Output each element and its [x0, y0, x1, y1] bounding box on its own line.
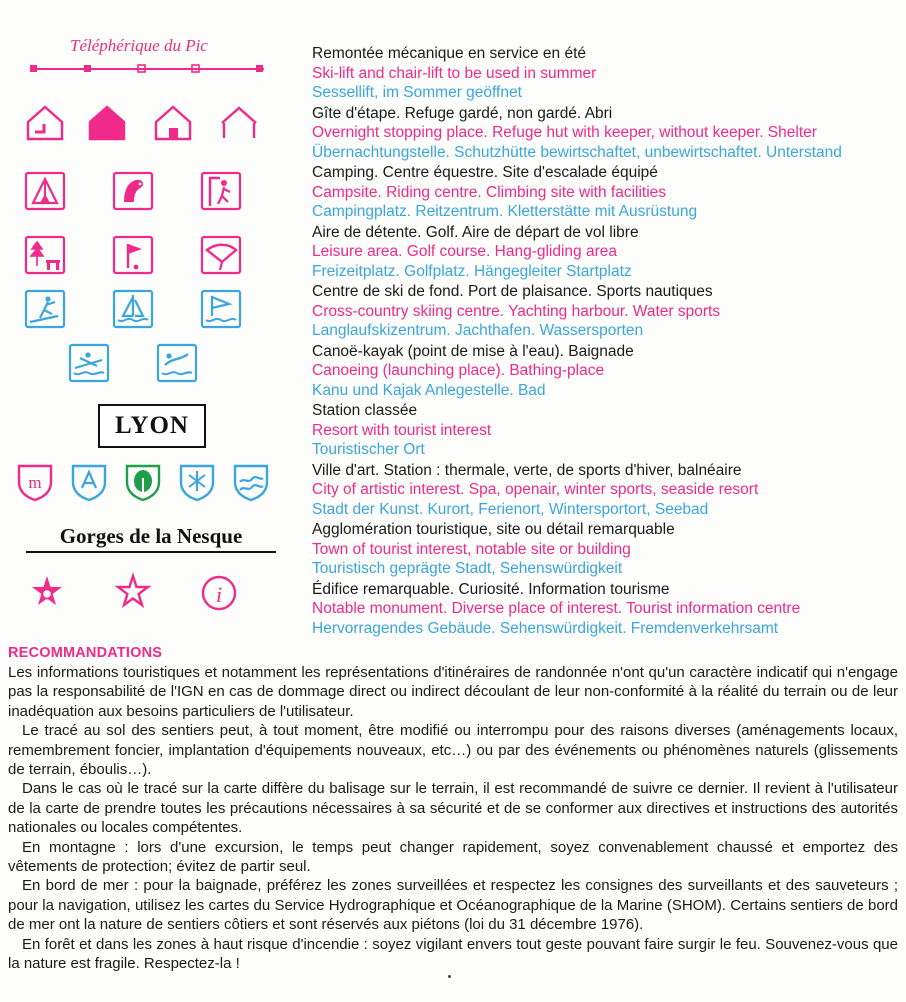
- legend-entry: [312, 282, 906, 341]
- cable-car-line-icon: [28, 62, 268, 76]
- legend-entry: [312, 104, 906, 163]
- legend-entry: [312, 44, 906, 103]
- refuge-non-garde-icon: [150, 100, 196, 146]
- svg-text:i: i: [215, 582, 223, 607]
- legend-entry-fr: Remontée mécanique en service en été: [312, 45, 586, 62]
- legend-entry-fr: Aire de détente. Golf. Aire de départ de vol libre: [312, 223, 639, 241]
- legend-entry-de: Campingplatz. Reitzentrum. Kletterstätte mit Ausrüstung: [312, 203, 698, 220]
- legend-entry-en: Overnight stopping place. Refuge hut with keeper, without keeper. Shelter: [312, 124, 817, 141]
- legend-entry-de: Kanu und Kajak Anlegestelle. Bad: [312, 381, 546, 399]
- recommendations-paragraph: Les informations touristiques et notamment les représentations d'itinéraires de randonnée n'ont qu'un caractère indicatif qui n'engage pas la responsabilité de l'IGN en cas de dommage direct ou indirect découlant de leur non-conformité à la réalité du terrain ou de leur inadéquation aux besoins particuliers de l'utilisateur.: [8, 664, 898, 720]
- page-mark-dot: [448, 975, 451, 978]
- recommendations-paragraph: En bord de mer : pour la baignade, préférez les zones surveillées et respectez les consignes des surveillants et des sauveteurs ; pour la navigation, utilisez les cartes du Service Hydrographique et Océanographique de la Marine (SHOM). Certains sentiers de bord de mer ont la nature de sentiers côtiers et sont réservés aux piétons (loi du 31 décembre 1976).: [8, 877, 898, 934]
- legend-entry-de: Langlaufskizentrum. Jachthafen. Wassersporten: [312, 322, 644, 339]
- legend-entry: [312, 342, 906, 401]
- legend-entry-fr: Centre de ski de fond. Port de plaisance. Sports nautiques: [312, 283, 713, 300]
- recommendations-section: [8, 645, 898, 974]
- legend-entry-en: Ski-lift and chair-lift to be used in summer: [312, 64, 597, 82]
- ville-art-icon: [66, 458, 112, 504]
- gite-etape-icon: [22, 100, 68, 146]
- legend-entry-fr: Canoë-kayak (point de mise à l'eau). Baignade: [312, 342, 634, 360]
- legend-entry-en: Resort with tourist interest: [312, 421, 492, 439]
- centre-equestre-icon: [110, 168, 156, 214]
- recommendations-paragraph: Dans le cas où le tracé sur la carte diffère du balisage sur le terrain, il est recommandé de suivre ce dernier. Il revient à l'utilisateur de la carte de prendre toutes les précautions nécessaires à sa sécurité et de se conformer aux directives et instructions des autorités nationales ou locales compétentes.: [8, 780, 898, 837]
- symbol-row-camping: [0, 168, 300, 220]
- baignade-icon: [154, 340, 200, 386]
- curiosite-icon: [110, 570, 156, 616]
- recommendations-paragraph: Le tracé au sol des sentiers peut, à tout moment, être modifié ou interrompu pour des raisons diverses (aménagements locaux, remembrement foncier, implantation d'équipements nouveaux, etc…) ou par des événements ou phénomènes naturels (glissements de terrain, éboulis…).: [8, 722, 898, 779]
- legend-entry-de: Stadt der Kunst. Kurort, Ferienort, Wintersportort, Seebad: [312, 500, 709, 518]
- legend-entry: [312, 520, 906, 579]
- legend-entry-de: Freizeitplatz. Golfplatz. Hängegleiter Startplatz: [312, 262, 632, 280]
- symbol-row-shelters: [0, 100, 300, 152]
- legend-text-column: [312, 44, 906, 639]
- symbol-row-leisure: [0, 232, 300, 284]
- symbol-row-water-winter: [0, 286, 300, 338]
- legend-entry: [312, 223, 906, 282]
- legend-entry: [312, 401, 906, 460]
- legend-entry-en: Town of tourist interest, notable site or building: [312, 540, 631, 558]
- legend-entry-en: Leisure area. Golf course. Hang-gliding area: [312, 243, 618, 260]
- symbol-row-canoe: [0, 340, 300, 392]
- cable-car-caption: Téléphérique du Pic: [70, 36, 208, 55]
- symbol-row-monuments: [0, 570, 300, 622]
- legend-entry-en: Cross-country skiing centre. Yachting harbour. Water sports: [312, 302, 721, 320]
- symbol-column: [0, 0, 300, 648]
- station-balneaire-icon: [228, 458, 274, 504]
- legend-entry-en: Notable monument. Diverse place of interest. Tourist information centre: [312, 600, 801, 617]
- legend-entry-fr: Gîte d'étape. Refuge gardé, non gardé. Abri: [312, 104, 613, 122]
- ski-de-fond-icon: [22, 286, 68, 332]
- vol-libre-icon: [198, 232, 244, 278]
- station-verte-icon: [120, 458, 166, 504]
- legend-entry-de: Hervorragendes Gebäude. Sehenswürdigkeit. Fremdenverkehrsamt: [312, 619, 779, 637]
- camping-icon: [22, 168, 68, 214]
- symbol-row-shields: [0, 458, 300, 504]
- site-escalade-icon: [198, 168, 244, 214]
- recommendations-paragraph: En montagne : lors d'une excursion, le temps peut changer rapidement, soyez convenablement chaussé et emportez des vêtements de protection; évitez de partir seul.: [8, 838, 898, 876]
- sports-hiver-icon: [174, 458, 220, 504]
- legend-entry-fr: Station classée: [312, 402, 418, 419]
- refuge-garde-icon: [84, 100, 130, 146]
- legend-entry-en: City of artistic interest. Spa, openair, winter sports, seaside resort: [312, 481, 759, 498]
- recommendations-title: RECOMMANDATIONS: [8, 645, 163, 661]
- legend-entry-en: Canoeing (launching place). Bathing-place: [312, 362, 605, 379]
- port-plaisance-icon: [110, 286, 156, 332]
- abri-icon: [216, 100, 262, 146]
- station-classee-icon: [12, 458, 58, 504]
- svg-text:m: m: [28, 473, 42, 492]
- legend-entry-de: Sessellift, im Sommer geöffnet: [312, 84, 522, 101]
- edifice-remarquable-icon: [24, 570, 70, 616]
- city-box-label: LYON: [115, 412, 189, 439]
- legend-entry-en: Campsite. Riding centre. Climbing site with facilities: [312, 183, 667, 201]
- legend-entry-de: Übernachtungstelle. Schutzhütte bewirtschaftet, unbewirtschaftet. Unterstand: [312, 143, 842, 161]
- information-tourisme-icon: [196, 570, 242, 616]
- legend-entry: [312, 461, 906, 520]
- canoe-kayak-icon: [66, 340, 112, 386]
- recommendations-paragraph: En forêt et dans les zones à haut risque d'incendie : soyez vigilant envers tout geste pouvant faire surgir le feu. Souvenez-vous que la nature est fragile. Respectez-la !: [8, 935, 898, 973]
- legend-entry: [312, 580, 906, 639]
- aire-detente-icon: [22, 232, 68, 278]
- legend-entry-fr: Édifice remarquable. Curiosité. Information tourisme: [312, 580, 670, 598]
- gorges-caption: Gorges de la Nesque: [26, 524, 276, 553]
- city-box: [98, 404, 206, 448]
- golf-icon: [110, 232, 156, 278]
- legend-entry-de: Touristisch geprägte Stadt, Sehenswürdigkeit: [312, 560, 623, 577]
- sports-nautiques-icon: [198, 286, 244, 332]
- legend-entry-fr: Agglomération touristique, site ou détail remarquable: [312, 521, 675, 538]
- legend-entry-de: Touristischer Ort: [312, 441, 425, 458]
- legend-entry-fr: Camping. Centre équestre. Site d'escalade équipé: [312, 164, 658, 181]
- legend-entry: [312, 163, 906, 222]
- legend-entry-fr: Ville d'art. Station : thermale, verte, de sports d'hiver, balnéaire: [312, 461, 742, 479]
